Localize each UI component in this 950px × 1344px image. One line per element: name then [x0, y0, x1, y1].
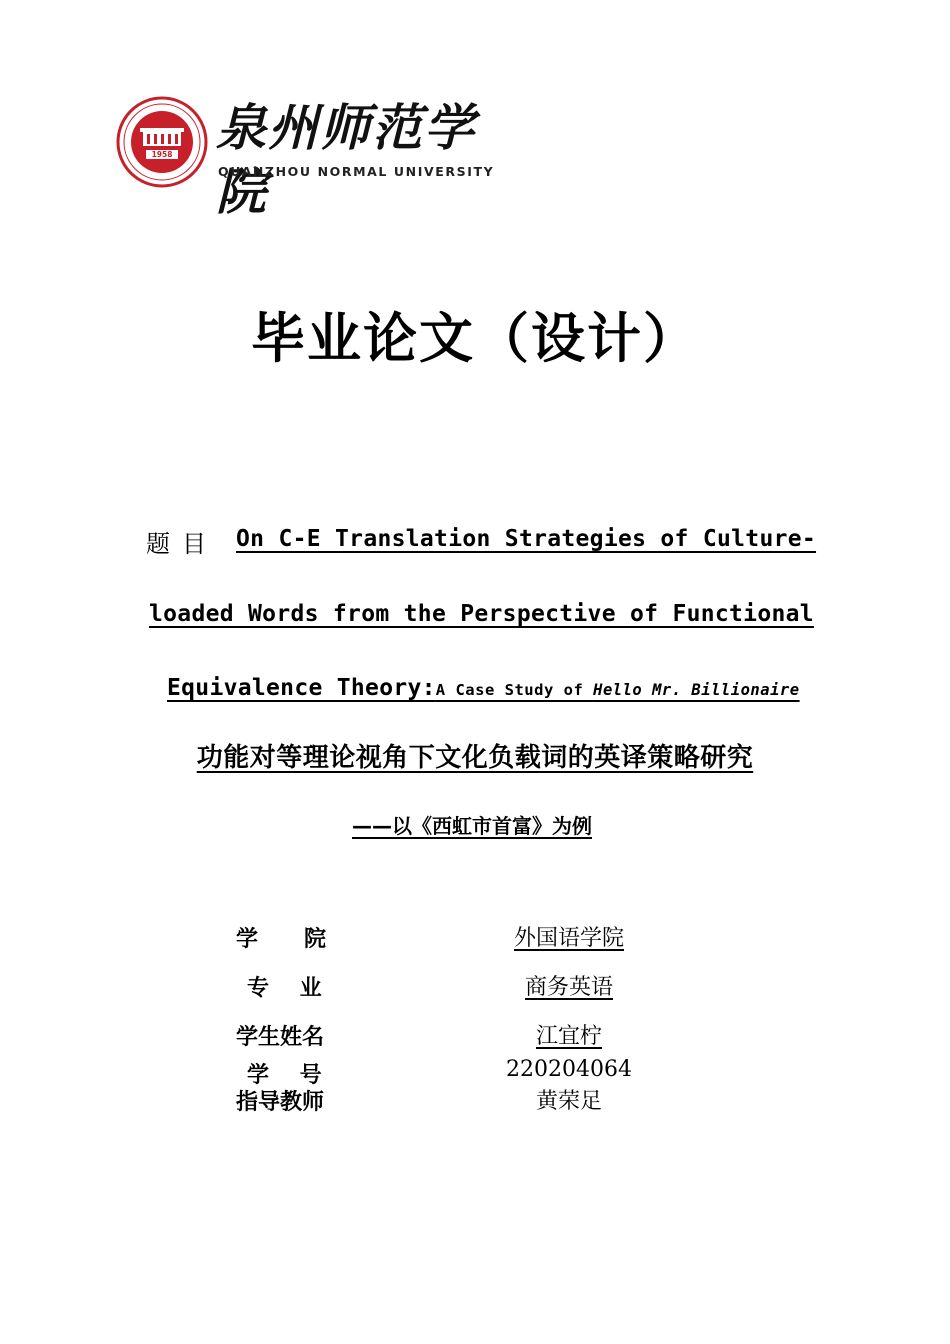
student-name-value: 江宜柠: [535, 1024, 602, 1049]
university-seal-icon: [116, 96, 208, 188]
student-name-label: 学生姓名: [236, 1025, 325, 1050]
english-title-line-3: [167, 675, 800, 701]
english-title-line-2: loaded Words from the Perspective of Functional: [149, 601, 814, 627]
college-value: 外国语学院: [513, 926, 624, 951]
major-label: 专 业: [247, 976, 322, 1001]
english-title-line-3-text: Equivalence Theory:: [167, 675, 436, 701]
case-study-film-title: Hello Mr. Billionaire: [593, 681, 800, 699]
svg-text:1958: 1958: [151, 150, 173, 159]
student-id-value: 220204064: [506, 1057, 632, 1082]
major-value: 商务英语: [524, 975, 613, 1000]
university-logo: [116, 96, 516, 221]
chinese-title: 功能对等理论视角下文化负载词的英译策略研究: [196, 743, 754, 773]
english-title-line-1: On C-E Translation Strategies of Culture-: [236, 526, 817, 552]
advisor-label: 指导教师: [236, 1090, 325, 1115]
student-id-label: 学 号: [247, 1063, 322, 1088]
school-name-cn: 泉州师范学院: [216, 98, 476, 221]
advisor-value: 黄荣足: [535, 1089, 602, 1114]
page-title: 毕业论文（设计）: [251, 307, 699, 370]
case-study-prefix: A Case Study of: [435, 681, 594, 699]
chinese-subtitle: ——以《西虹市首富》为例: [352, 814, 592, 838]
school-name-en: QUANZHOU NORMAL UNIVERSITY: [218, 164, 495, 179]
college-label: 学 院: [236, 927, 326, 952]
topic-label: 题目: [146, 530, 218, 558]
